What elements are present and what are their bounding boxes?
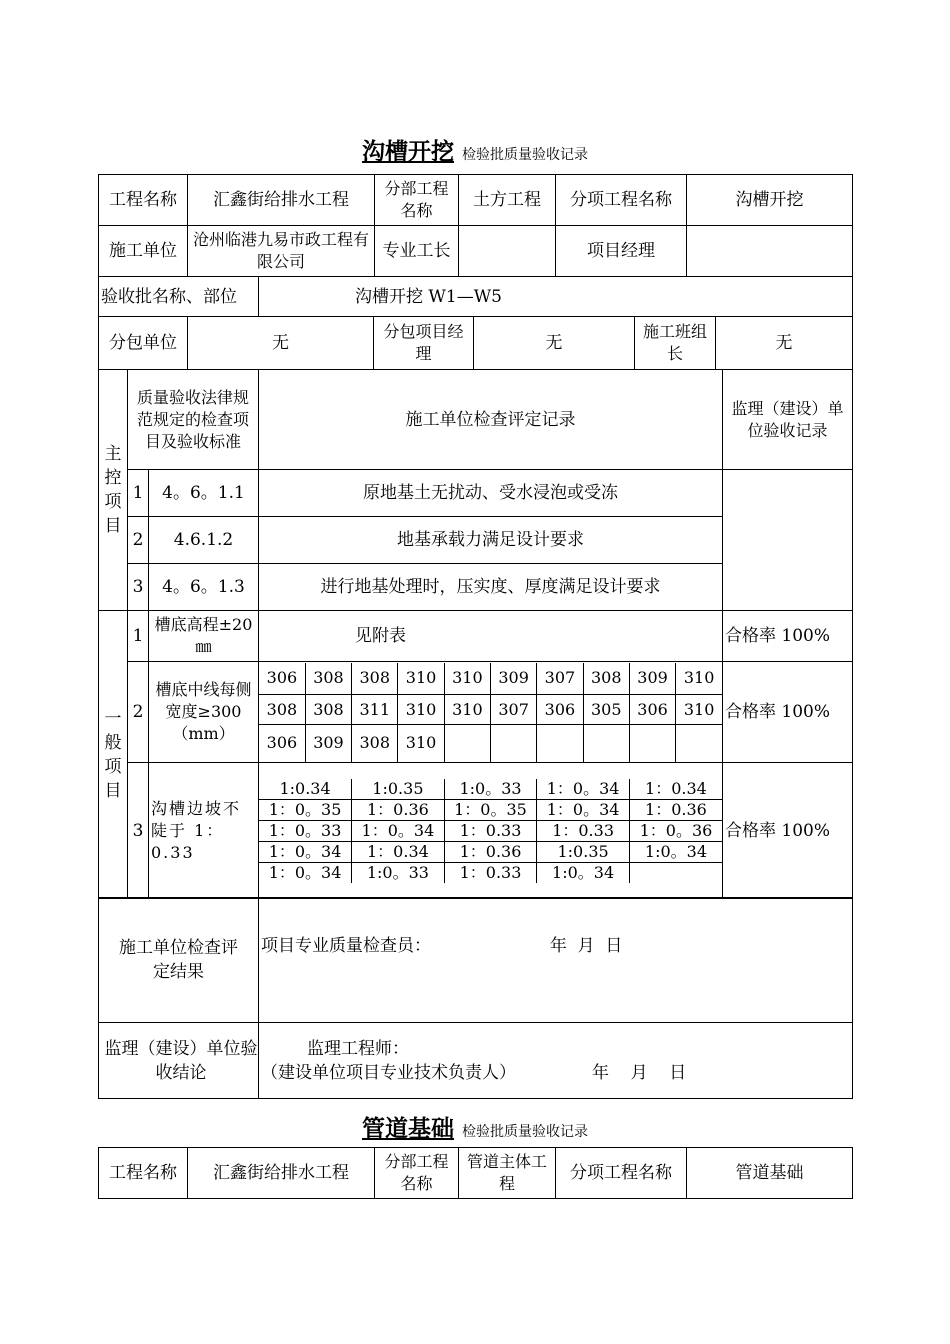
width-cell: 307 xyxy=(491,695,537,725)
project-name: 汇鑫街给排水工程 xyxy=(188,175,375,226)
width-cell: 310 xyxy=(398,663,444,695)
width-cell: 310 xyxy=(398,695,444,725)
general-3-result: 合格率 100% xyxy=(723,763,853,899)
width-cell: 308 xyxy=(583,663,629,695)
width-cell xyxy=(676,725,722,762)
main-item-record: 进行地基处理时，压实度、厚度满足设计要求 xyxy=(259,564,723,611)
slope-cell: 1：0。36 xyxy=(629,820,722,841)
width-cell: 309 xyxy=(305,725,351,762)
width-cell xyxy=(583,725,629,762)
division-label: 分部工程名称 xyxy=(375,1148,459,1199)
width-cell: 310 xyxy=(444,663,490,695)
width-cell: 308 xyxy=(305,695,351,725)
slope-cell: 1：0.33 xyxy=(444,862,537,883)
supervisor-label: 监理工程师： xyxy=(307,1038,409,1059)
slope-cell: 1:0.34 xyxy=(259,779,352,800)
check-header: 施工单位检查评定记录 xyxy=(259,370,723,470)
subitem: 管道基础 xyxy=(687,1148,853,1199)
width-cell: 310 xyxy=(398,725,444,762)
division: 管道主体工程 xyxy=(459,1148,556,1199)
general-items-label: 一般项目 xyxy=(99,611,128,899)
subitem-label: 分项工程名称 xyxy=(556,175,687,226)
width-cell xyxy=(629,725,675,762)
main-item-code: 4。6。1.1 xyxy=(149,470,259,517)
general-3-no: 3 xyxy=(128,763,149,899)
inspector-label: 项目专业质量检查员： xyxy=(261,936,431,956)
slope-measurements xyxy=(259,763,723,899)
slope-cell xyxy=(629,862,722,883)
form1-batch-table xyxy=(98,276,853,317)
slope-cell: 1：0.33 xyxy=(537,820,630,841)
width-cell: 311 xyxy=(352,695,398,725)
main-item-no: 3 xyxy=(128,564,149,611)
project-name: 汇鑫街给排水工程 xyxy=(188,1148,375,1199)
slope-cell: 1：0.33 xyxy=(444,820,537,841)
width-cell: 306 xyxy=(537,695,583,725)
form1-result-table xyxy=(98,897,853,1099)
slope-cell: 1:0。34 xyxy=(629,841,722,862)
division-label: 分部工程名称 xyxy=(375,175,459,226)
supervision-result-date: 年 月 日 xyxy=(592,1062,687,1083)
sub-unit-label: 分包单位 xyxy=(99,317,188,370)
slope-cell: 1：0。34 xyxy=(352,820,445,841)
slope-cell: 1：0。34 xyxy=(537,799,630,820)
general-2-result: 合格率 100% xyxy=(723,662,853,763)
form2-title xyxy=(0,1110,950,1143)
form1-header-table xyxy=(98,174,853,277)
form2-title-sub: 检验批质量验收记录 xyxy=(462,1124,588,1140)
width-cell: 308 xyxy=(305,663,351,695)
main-item-code: 4。6。1.3 xyxy=(149,564,259,611)
width-cell: 309 xyxy=(491,663,537,695)
slope-cell: 1：0。35 xyxy=(259,799,352,820)
slope-cell: 1：0。34 xyxy=(259,841,352,862)
slope-cell: 1:0。33 xyxy=(444,779,537,800)
form1-inspection-table xyxy=(98,369,853,899)
width-cell: 306 xyxy=(259,725,305,762)
width-cell: 310 xyxy=(676,663,722,695)
contractor-result xyxy=(259,898,853,1023)
form1-title xyxy=(0,133,950,166)
supervision-result xyxy=(259,1023,853,1099)
foreman xyxy=(459,226,556,277)
width-cell: 307 xyxy=(537,663,583,695)
form1-subcontract-table xyxy=(98,316,853,370)
slope-cell: 1:0。34 xyxy=(537,862,630,883)
contractor: 沧州临港九易市政工程有限公司 xyxy=(188,226,375,277)
subitem-label: 分项工程名称 xyxy=(556,1148,687,1199)
owner-tech-label: （建设单位项目专业技术负责人） xyxy=(261,1062,516,1083)
width-cell xyxy=(444,725,490,762)
form1-title-main: 沟槽开挖 xyxy=(362,139,454,165)
batch: 沟槽开挖 W1—W5 xyxy=(259,277,853,317)
batch-label: 验收批名称、部位 xyxy=(99,277,259,317)
project-name-label: 工程名称 xyxy=(99,1148,188,1199)
sub-pm-label: 分包项目经理 xyxy=(374,317,474,370)
slope-cell: 1：0.36 xyxy=(629,799,722,820)
slope-cell: 1：0。34 xyxy=(259,862,352,883)
width-cell: 310 xyxy=(444,695,490,725)
slope-cell: 1：0。35 xyxy=(444,799,537,820)
main-item-code: 4.6.1.2 xyxy=(149,517,259,564)
width-measurements xyxy=(259,662,723,763)
division: 土方工程 xyxy=(459,175,556,226)
subitem: 沟槽开挖 xyxy=(687,175,853,226)
form2-title-main: 管道基础 xyxy=(362,1116,454,1142)
slope-cell: 1：0。33 xyxy=(259,820,352,841)
width-cell xyxy=(537,725,583,762)
team-leader: 无 xyxy=(716,317,853,370)
supervision-header: 监理（建设）单位验收记录 xyxy=(723,370,853,470)
general-1-record: 见附表 xyxy=(259,611,723,662)
general-2-std: 槽底中线每侧宽度≥300（mm） xyxy=(149,662,259,763)
slope-cell: 1：0.36 xyxy=(444,841,537,862)
width-cell: 309 xyxy=(629,663,675,695)
width-cell xyxy=(491,725,537,762)
main-item-record: 原地基土无扰动、受水浸泡或受冻 xyxy=(259,470,723,517)
foreman-label: 专业工长 xyxy=(375,226,459,277)
general-3-std: 沟槽边坡不陡于 1：0.33 xyxy=(149,763,259,899)
pm xyxy=(687,226,853,277)
main-item-record: 地基承载力满足设计要求 xyxy=(259,517,723,564)
contractor-result-date: 年 月 日 xyxy=(549,936,623,956)
width-cell: 308 xyxy=(352,725,398,762)
slope-cell: 1:0。33 xyxy=(352,862,445,883)
contractor-label: 施工单位 xyxy=(99,226,188,277)
form1-title-sub: 检验批质量验收记录 xyxy=(462,147,588,163)
pm-label: 项目经理 xyxy=(556,226,687,277)
std-header: 质量验收法律规范规定的检查项目及验收标准 xyxy=(128,370,259,470)
general-2-no: 2 xyxy=(128,662,149,763)
width-cell: 305 xyxy=(583,695,629,725)
main-item-no: 1 xyxy=(128,470,149,517)
main-item-no: 2 xyxy=(128,517,149,564)
width-cell: 310 xyxy=(676,695,722,725)
width-cell: 306 xyxy=(629,695,675,725)
project-name-label: 工程名称 xyxy=(99,175,188,226)
width-cell: 308 xyxy=(352,663,398,695)
contractor-result-label: 施工单位检查评定结果 xyxy=(99,898,259,1023)
general-1-no: 1 xyxy=(128,611,149,662)
form2-header-table xyxy=(98,1147,853,1199)
width-cell: 308 xyxy=(259,695,305,725)
slope-cell: 1:0.35 xyxy=(537,841,630,862)
team-leader-label: 施工班组长 xyxy=(635,317,716,370)
slope-cell: 1：0.34 xyxy=(352,841,445,862)
supervision-result-label: 监理（建设）单位验收结论 xyxy=(99,1023,259,1099)
sub-unit: 无 xyxy=(188,317,374,370)
slope-cell: 1：0.34 xyxy=(629,779,722,800)
main-items-label: 主控项目 xyxy=(99,370,128,611)
slope-cell: 1：0.36 xyxy=(352,799,445,820)
general-1-std: 槽底高程±20㎜ xyxy=(149,611,259,662)
main-items-supervision xyxy=(723,470,853,611)
slope-cell: 1:0.35 xyxy=(352,779,445,800)
slope-cell: 1：0。34 xyxy=(537,779,630,800)
sub-pm: 无 xyxy=(474,317,635,370)
width-cell: 306 xyxy=(259,663,305,695)
general-1-result: 合格率 100% xyxy=(723,611,853,662)
